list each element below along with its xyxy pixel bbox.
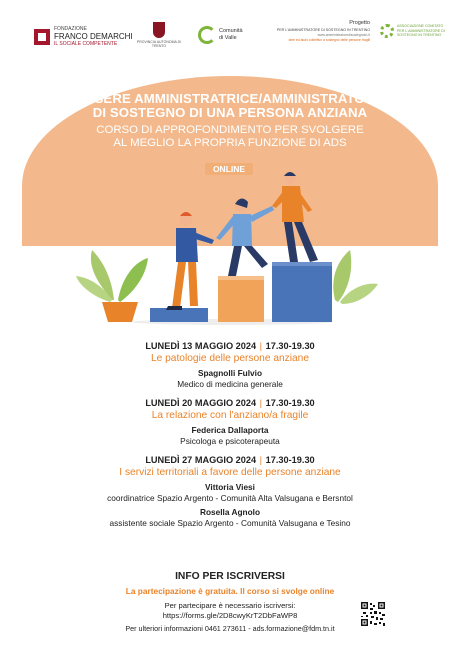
online-badge: ONLINE bbox=[205, 163, 253, 175]
title-line1: ESSERE AMMINISTRATRICE/AMMINISTRATORE bbox=[76, 91, 384, 106]
person-left-icon bbox=[166, 212, 214, 310]
mid-block bbox=[218, 276, 264, 322]
plant-left-icon bbox=[76, 250, 148, 322]
fdm-line1: FONDAZIONE bbox=[54, 26, 87, 32]
low-block bbox=[150, 308, 208, 322]
event-item bbox=[0, 397, 460, 447]
provincia-label: PROVINCIA AUTONOMA DI TRENTO bbox=[136, 40, 182, 48]
info-heading: INFO PER ISCRIVERSI bbox=[175, 571, 285, 582]
event-title: Le patologie delle persone anziane bbox=[150, 353, 310, 364]
event-title: I servizi territoriali a favore delle persone anziane bbox=[119, 467, 341, 478]
event-datetime: LUNEDÌ 27 MAGGIO 2024 | 17.30-19.30 bbox=[145, 455, 315, 465]
speaker-name: Rosella Agnolo bbox=[199, 507, 261, 517]
progetto-line3: idee ed aiuto collettivo a sostegno delle persone fragili bbox=[288, 38, 370, 42]
progetto-line2: www.amministratoredisostegnotn.it bbox=[317, 33, 370, 37]
event-time: 17.30-19.30 bbox=[265, 455, 315, 465]
qr-code-icon[interactable] bbox=[360, 601, 386, 627]
comunita-line1: Comunità bbox=[219, 28, 243, 34]
associazione-label: ASSOCIAZIONE COMITATO PER L'AMMINISTRATORE DI SOSTEGNO IN TRENTINO bbox=[397, 24, 445, 38]
event-time: 17.30-19.30 bbox=[265, 398, 315, 408]
event-date: LUNEDÌ 13 MAGGIO 2024 bbox=[145, 341, 257, 351]
event-title: La relazione con l'anziano/a fragile bbox=[151, 410, 309, 421]
event-date: LUNEDÌ 20 MAGGIO 2024 bbox=[145, 398, 257, 408]
speaker-role: assistente sociale Spazio Argento - Comunità Valsugana e Tesino bbox=[109, 518, 351, 528]
speaker-name: Vittoria Viesi bbox=[205, 482, 255, 492]
high-block bbox=[272, 262, 332, 322]
info-register bbox=[0, 601, 460, 621]
register-link[interactable]: https://forms.gle/2D8cwyKrT2DbFaWP8 bbox=[162, 611, 298, 620]
speaker-role: coordinatrice Spazio Argento - Comunità Alta Valsugana e Bersntol bbox=[107, 493, 353, 503]
event-item bbox=[0, 340, 460, 390]
person-right-icon bbox=[272, 172, 318, 262]
contact-info: Per ulteriori informazioni 0461 273611 - ads.formazione@fdm.tn.it bbox=[125, 624, 335, 633]
progetto-line1: PER L'AMMINISTRATORE DI SOSTEGNO IN TRENTINO bbox=[276, 28, 370, 32]
progetto-label: Progetto bbox=[349, 20, 370, 26]
fdm-line2: FRANCO DEMARCHI bbox=[54, 32, 133, 41]
event-date: LUNEDÌ 27 MAGGIO 2024 bbox=[145, 455, 257, 465]
event-item bbox=[0, 454, 460, 529]
info-free-note: La partecipazione è gratuita. Il corso si svolge online bbox=[125, 586, 335, 596]
speaker-role: Medico di medicina generale bbox=[177, 379, 283, 389]
person-middle-icon bbox=[216, 198, 274, 276]
mid-block-top bbox=[218, 276, 264, 280]
comunita-line2: di Valle bbox=[219, 35, 237, 41]
speaker-role: Psicologa e psicoterapeuta bbox=[180, 436, 280, 446]
subtitle-line2: AL MEGLIO LA PROPRIA FUNZIONE DI ADS bbox=[113, 136, 347, 149]
event-time: 17.30-19.30 bbox=[265, 341, 315, 351]
speaker-name: Federica Dallaporta bbox=[191, 425, 269, 435]
plant-right-icon bbox=[333, 250, 378, 304]
event-datetime: LUNEDÌ 20 MAGGIO 2024 | 17.30-19.30 bbox=[145, 398, 315, 408]
event-datetime: LUNEDÌ 13 MAGGIO 2024 | 17.30-19.30 bbox=[145, 341, 315, 351]
register-text: Per partecipare è necessario iscriversi: bbox=[164, 601, 296, 610]
fdm-line3: IL SOCIALE COMPETENTE bbox=[54, 41, 118, 47]
speaker-name: Spagnolli Fulvio bbox=[197, 368, 263, 378]
subtitle-line1: CORSO DI APPROFONDIMENTO PER SVOLGERE bbox=[96, 124, 364, 136]
events-list bbox=[0, 340, 460, 529]
title-line2: DI SOSTEGNO DI UNA PERSONA ANZIANA bbox=[92, 105, 368, 120]
high-block-top bbox=[272, 262, 332, 266]
